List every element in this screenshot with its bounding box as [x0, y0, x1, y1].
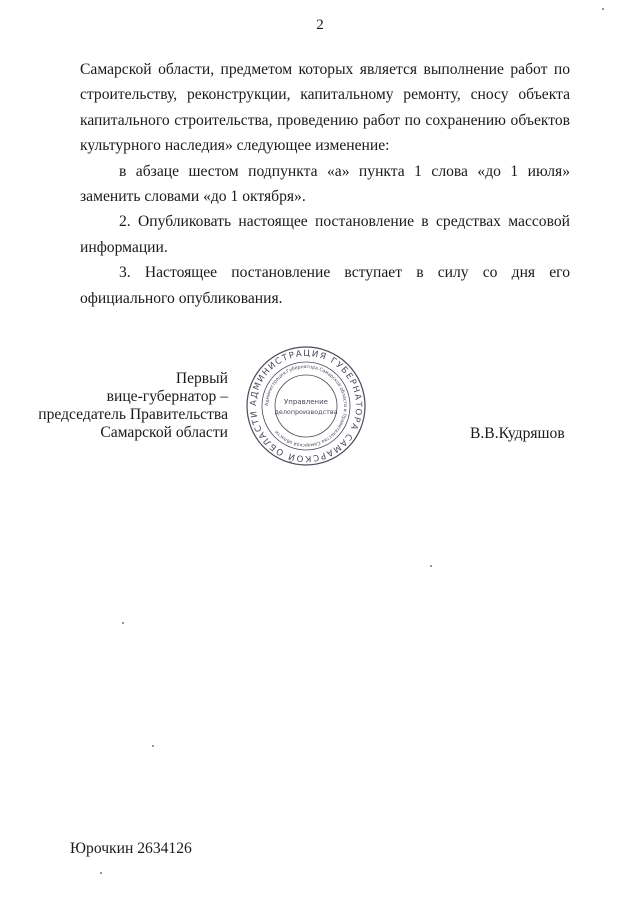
official-seal — [245, 345, 367, 467]
scan-speck — [430, 565, 432, 567]
seal-outer-ring — [247, 347, 365, 465]
scan-speck — [602, 8, 604, 10]
svg-text:Администрация Губернатора Сама — [264, 365, 347, 448]
signer-title — [8, 370, 228, 442]
scan-speck — [152, 745, 154, 747]
paragraph-publish: 2. Опубликовать настоящее постановление в средствах массовой информации. — [80, 213, 570, 256]
footer-author: Юрочкин 2634126 — [70, 840, 192, 857]
seal-center-line1: Управление — [284, 398, 328, 406]
seal-center-line2: делопроизводства — [274, 408, 338, 416]
signer-title-line: вице-губернатор – — [106, 388, 228, 405]
paragraph-effective: 3. Настоящее постановление вступает в силу со дня его официального опубликования. — [80, 264, 570, 307]
document-body — [80, 57, 570, 311]
signer-title-line: Первый — [175, 370, 228, 387]
seal-inner-ring — [275, 375, 337, 437]
signer-title-line: Самарской области — [100, 424, 228, 441]
seal-inner-text: Администрация Губернатора Самарской области и Правительства Самарской области — [264, 364, 348, 448]
scan-speck — [100, 872, 102, 874]
page-number: 2 — [316, 17, 324, 33]
paragraph-amendment: в абзаце шестом подпункта «а» пункта 1 слова «до 1 июля» заменить словами «до 1 октября». — [80, 162, 570, 206]
paragraph-continuation: Самарской области, предметом которых является выполнение работ по строительству, реконструкции, капитальному ремонту, сносу объекта капитального строительства, проведению работ по сохранению объектов культурного наследия» следующее изменение: — [80, 61, 570, 155]
scan-speck — [122, 622, 124, 624]
signer-name: В.В.Кудряшов — [470, 425, 565, 442]
signer-title-line: председатель Правительства — [38, 406, 228, 423]
seal-outer-text: АДМИНИСТРАЦИЯ ГУБЕРНАТОРА САМАРСКОЙ ОБЛАСТИ — [248, 348, 364, 464]
